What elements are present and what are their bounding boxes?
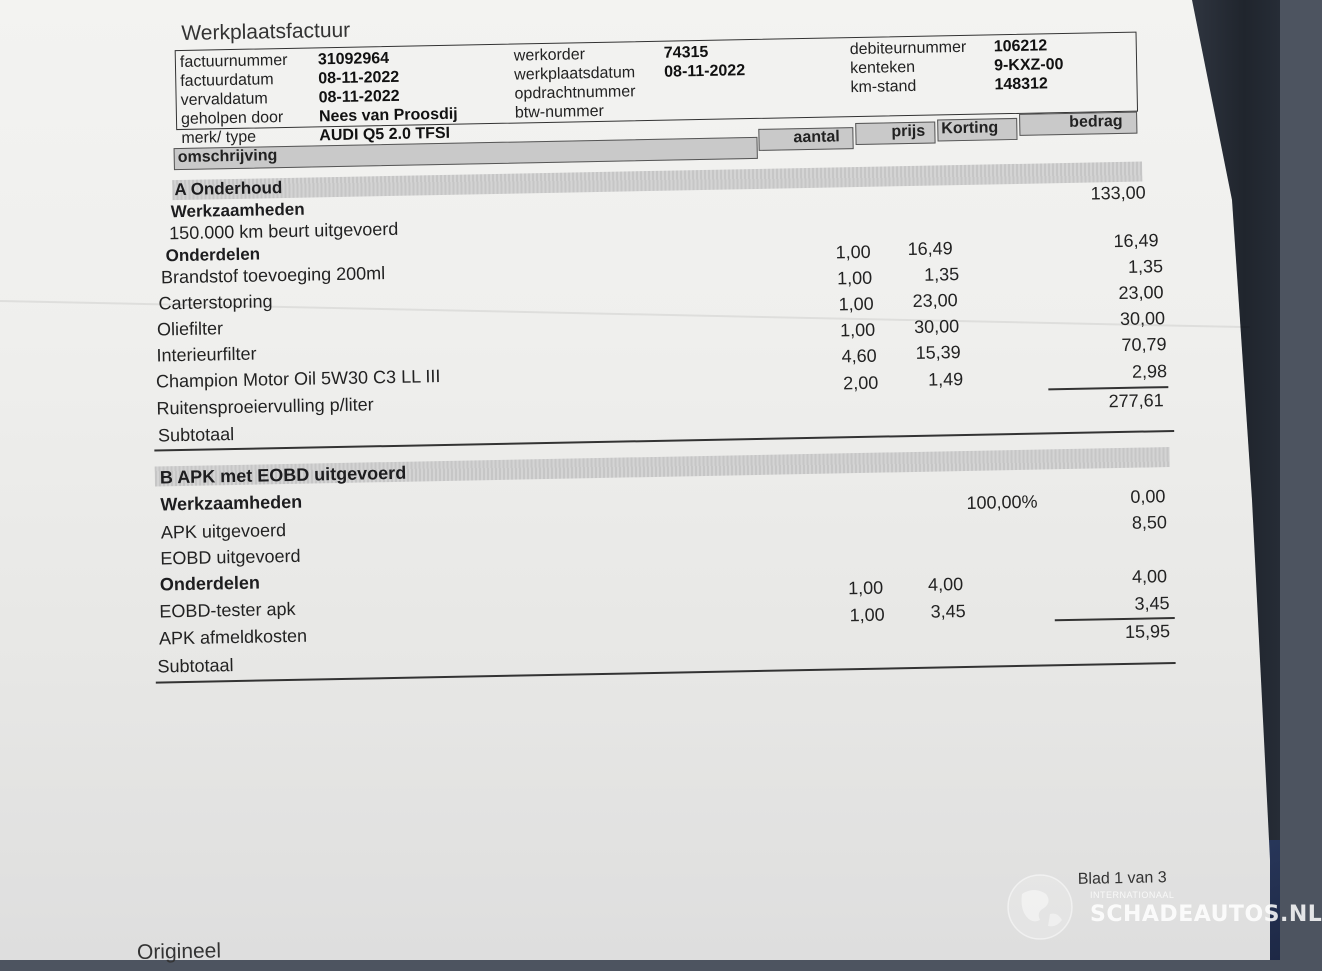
section-a-werk-item: 150.000 km beurt uitgevoerd bbox=[168, 218, 399, 244]
col-prijs-text: prijs bbox=[891, 122, 926, 141]
factuurdatum-label: factuurdatum bbox=[180, 71, 274, 90]
line-item-aantal: 1,00 bbox=[839, 319, 876, 341]
section-a-werk-bedrag: 133,00 bbox=[1090, 182, 1146, 204]
debiteurnummer-value: 106212 bbox=[993, 37, 1048, 56]
btw-nummer-label: btw-nummer bbox=[514, 102, 604, 122]
werkorder-value: 74315 bbox=[663, 43, 709, 62]
col-bedrag-text: bedrag bbox=[1069, 112, 1123, 131]
line-item-desc: EOBD-tester apk bbox=[159, 598, 296, 622]
section-a-onderdelen-label: Onderdelen bbox=[165, 244, 261, 266]
line-item-aantal: 1,00 bbox=[836, 267, 873, 289]
vervaldatum-value: 08-11-2022 bbox=[318, 87, 400, 107]
line-item-prijs: 15,39 bbox=[915, 342, 961, 363]
line-item-prijs: 23,00 bbox=[912, 290, 958, 311]
subtotal-rule bbox=[1055, 617, 1175, 621]
globe-icon bbox=[1000, 872, 1080, 942]
line-item-prijs: 16,49 bbox=[907, 238, 953, 260]
work-item-desc: EOBD uitgevoerd bbox=[160, 545, 301, 569]
invoice-title: Werkplaatsfactuur bbox=[181, 18, 351, 45]
work-item-bedrag: 8,50 bbox=[1131, 512, 1168, 533]
watermark bbox=[1000, 872, 1322, 942]
section-b-title: B APK met EOBD uitgevoerd bbox=[159, 462, 407, 488]
werkplaatsdatum-label: werkplaatsdatum bbox=[514, 64, 636, 84]
line-item-desc: Champion Motor Oil 5W30 C3 LL III bbox=[155, 366, 441, 392]
geholpen-door-value: Nees van Proosdij bbox=[318, 105, 458, 126]
work-item-korting: 100,00% bbox=[966, 491, 1038, 513]
line-item-aantal: 2,00 bbox=[842, 372, 879, 394]
merk-type-value: AUDI Q5 2.0 TFSI bbox=[319, 124, 451, 145]
section-b-subtotaal-label: Subtotaal bbox=[157, 655, 234, 677]
section-a-subtotaal: 277,61 bbox=[1108, 390, 1164, 412]
opdrachtnummer-label: opdrachtnummer bbox=[514, 83, 636, 103]
line-item-bedrag: 4,00 bbox=[1131, 566, 1168, 587]
factuurnummer-label: factuurnummer bbox=[179, 51, 288, 71]
col-aantal-text: aantal bbox=[793, 128, 840, 147]
section-a-werk-label: Werkzaamheden bbox=[170, 199, 305, 222]
section-a-divider bbox=[154, 430, 1174, 451]
werkplaatsdatum-value: 08-11-2022 bbox=[664, 62, 746, 81]
line-item-aantal: 4,60 bbox=[841, 345, 877, 367]
line-item-prijs: 1,35 bbox=[923, 264, 960, 285]
kmstand-value: 148312 bbox=[994, 75, 1049, 94]
work-item-bedrag: 0,00 bbox=[1130, 486, 1166, 507]
line-item-prijs: 3,45 bbox=[930, 601, 966, 622]
watermark-text: SCHADEAUTOS.NL bbox=[1090, 902, 1322, 927]
line-item-prijs: 1,49 bbox=[927, 369, 964, 390]
section-a-subtotaal-label: Subtotaal bbox=[157, 424, 235, 446]
factuurdatum-value: 08-11-2022 bbox=[318, 68, 400, 88]
kmstand-label: km-stand bbox=[850, 77, 917, 97]
vervaldatum-label: vervaldatum bbox=[180, 90, 268, 109]
col-omschrijving-text: omschrijving bbox=[177, 147, 278, 167]
line-item-aantal: 1,00 bbox=[838, 293, 874, 315]
werkorder-label: werkorder bbox=[513, 46, 586, 65]
line-item-bedrag: 3,45 bbox=[1134, 593, 1170, 614]
line-item-bedrag: 70,79 bbox=[1121, 334, 1167, 355]
line-item-aantal: 1,00 bbox=[847, 577, 884, 599]
line-item-desc: Brandstof toevoeging 200ml bbox=[160, 263, 386, 288]
line-item-prijs: 4,00 bbox=[927, 574, 964, 595]
subtotal-rule bbox=[1048, 386, 1168, 390]
line-item-bedrag: 16,49 bbox=[1113, 230, 1159, 252]
page-number: Blad 1 van 3 bbox=[1077, 869, 1167, 888]
work-item-desc: APK uitgevoerd bbox=[160, 520, 287, 543]
line-item-desc: Carterstopring bbox=[158, 291, 273, 314]
section-b-onderdelen-label: Onderdelen bbox=[159, 572, 261, 595]
section-a-title: A Onderhoud bbox=[174, 178, 283, 200]
line-item-bedrag: 30,00 bbox=[1119, 308, 1166, 329]
watermark-subtext: INTERNATIONAAL bbox=[1090, 890, 1175, 900]
kenteken-label: kenteken bbox=[849, 58, 916, 78]
debiteurnummer-label: debiteurnummer bbox=[849, 38, 967, 59]
line-item-desc: APK afmeldkosten bbox=[158, 625, 308, 649]
merk-type-label: merk/ type bbox=[181, 128, 257, 147]
factuurnummer-value: 31092964 bbox=[317, 49, 390, 69]
line-item-desc: Oliefilter bbox=[156, 318, 224, 340]
line-item-prijs: 30,00 bbox=[913, 316, 960, 337]
col-korting-text: Korting bbox=[941, 119, 999, 138]
line-item-aantal: 1,00 bbox=[835, 241, 871, 263]
kenteken-value: 9-KXZ-00 bbox=[993, 56, 1064, 75]
section-b-divider bbox=[156, 662, 1176, 683]
line-item-desc: Interieurfilter bbox=[156, 343, 257, 366]
section-b-werk-label: Werkzaamheden bbox=[160, 491, 303, 515]
origineel-label: Origineel bbox=[136, 939, 222, 964]
line-item-aantal: 1,00 bbox=[849, 604, 885, 626]
line-item-bedrag: 1,35 bbox=[1127, 256, 1164, 277]
line-item-desc: Ruitensproeiervulling p/liter bbox=[156, 394, 374, 419]
section-b-subtotaal: 15,95 bbox=[1124, 621, 1171, 642]
line-item-bedrag: 2,98 bbox=[1131, 361, 1168, 382]
geholpen-door-label: geholpen door bbox=[180, 109, 284, 128]
line-item-bedrag: 23,00 bbox=[1118, 282, 1164, 304]
